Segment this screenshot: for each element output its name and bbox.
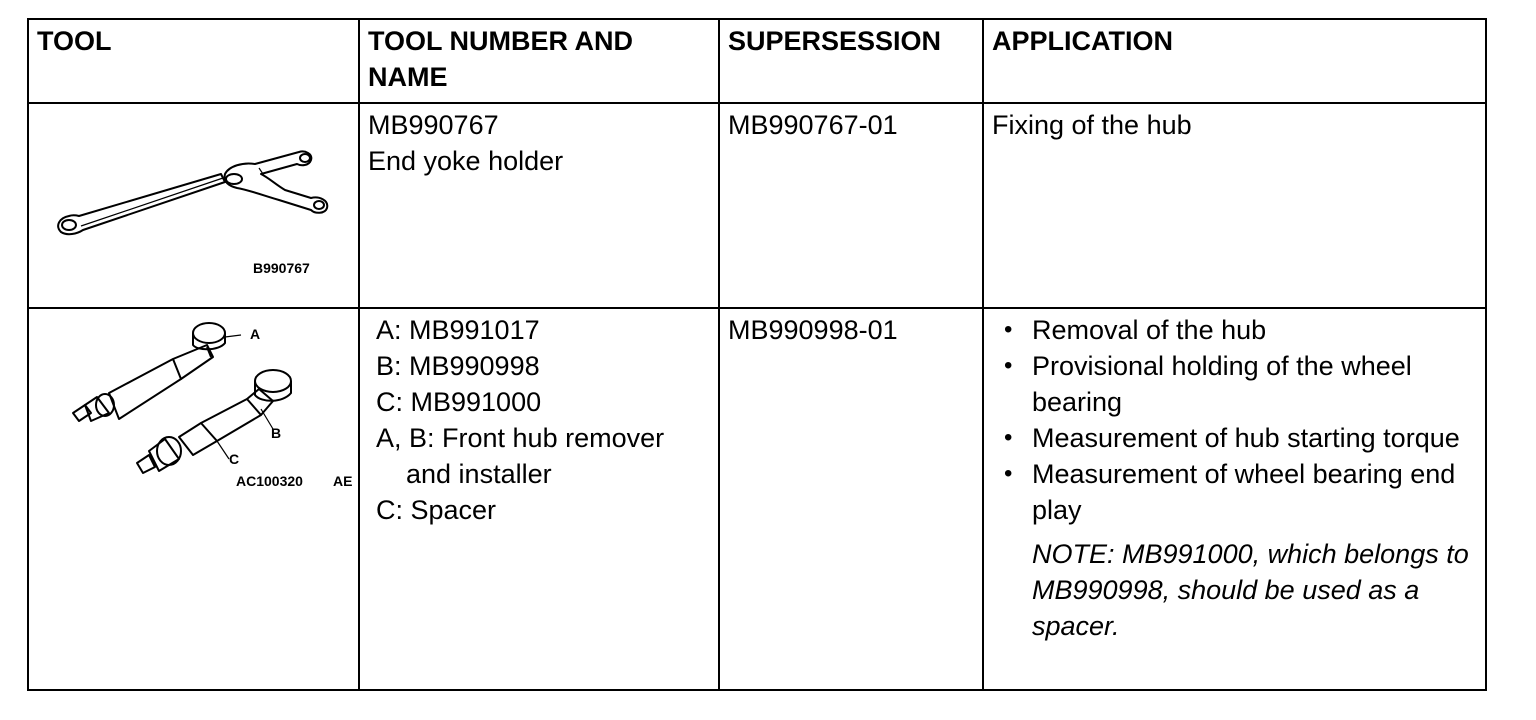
figure-code-suffix: AE (333, 473, 353, 489)
tool-number-cell (359, 103, 719, 308)
supersession-value: MB990998-01 (728, 315, 898, 345)
tool-line: A: MB991017 (376, 315, 540, 345)
tool-number-cell (359, 308, 719, 690)
header-tool-number-line2: NAME (368, 62, 448, 92)
supersession-cell (719, 308, 983, 690)
tool-line: and installer (406, 459, 552, 489)
application-note: NOTE: MB991000, which belongs to MB990998, should be used as a spacer. (1032, 539, 1469, 641)
list-item: • Measurement of wheel bearing end play (1032, 456, 1477, 528)
tool-line: C: Spacer (376, 495, 497, 525)
header-tool: TOOL (28, 19, 359, 103)
tool-line: A, B: Front hub remover (376, 423, 665, 453)
figure-code: B990767 (253, 260, 310, 276)
header-tool-number (359, 19, 719, 103)
application-value: Fixing of the hub (992, 110, 1192, 140)
tool-line: B: MB990998 (376, 351, 540, 381)
header-tool-number-line1: TOOL NUMBER AND (368, 26, 634, 56)
application-list (984, 309, 1485, 528)
table-row (28, 103, 1486, 308)
tool-image-cell (28, 308, 359, 690)
figure-label-b: B (271, 425, 282, 441)
header-application: APPLICATION (983, 19, 1486, 103)
list-item: • Measurement of hub starting torque (1032, 420, 1477, 456)
special-tools-table (27, 18, 1487, 691)
tool-number: MB990767 (368, 110, 499, 140)
supersession-value: MB990767-01 (728, 110, 898, 140)
tool-image-cell (28, 103, 359, 308)
list-item: • Provisional holding of the wheel bearing (1032, 348, 1477, 420)
figure-label-c: C (229, 451, 240, 467)
table-header-row (28, 19, 1486, 103)
tool-line: C: MB991000 (376, 387, 542, 417)
table-row (28, 308, 1486, 690)
application-cell (983, 103, 1486, 308)
end-yoke-holder-illustration (29, 104, 359, 307)
header-supersession: SUPERSESSION (719, 19, 983, 103)
tool-name: End yoke holder (368, 146, 564, 176)
application-cell (983, 308, 1486, 690)
figure-code: AC100320 (236, 473, 303, 489)
list-item: • Removal of the hub (1032, 312, 1477, 348)
figure-label-a: A (250, 326, 261, 342)
front-hub-remover-illustration (29, 309, 359, 509)
supersession-cell (719, 103, 983, 308)
